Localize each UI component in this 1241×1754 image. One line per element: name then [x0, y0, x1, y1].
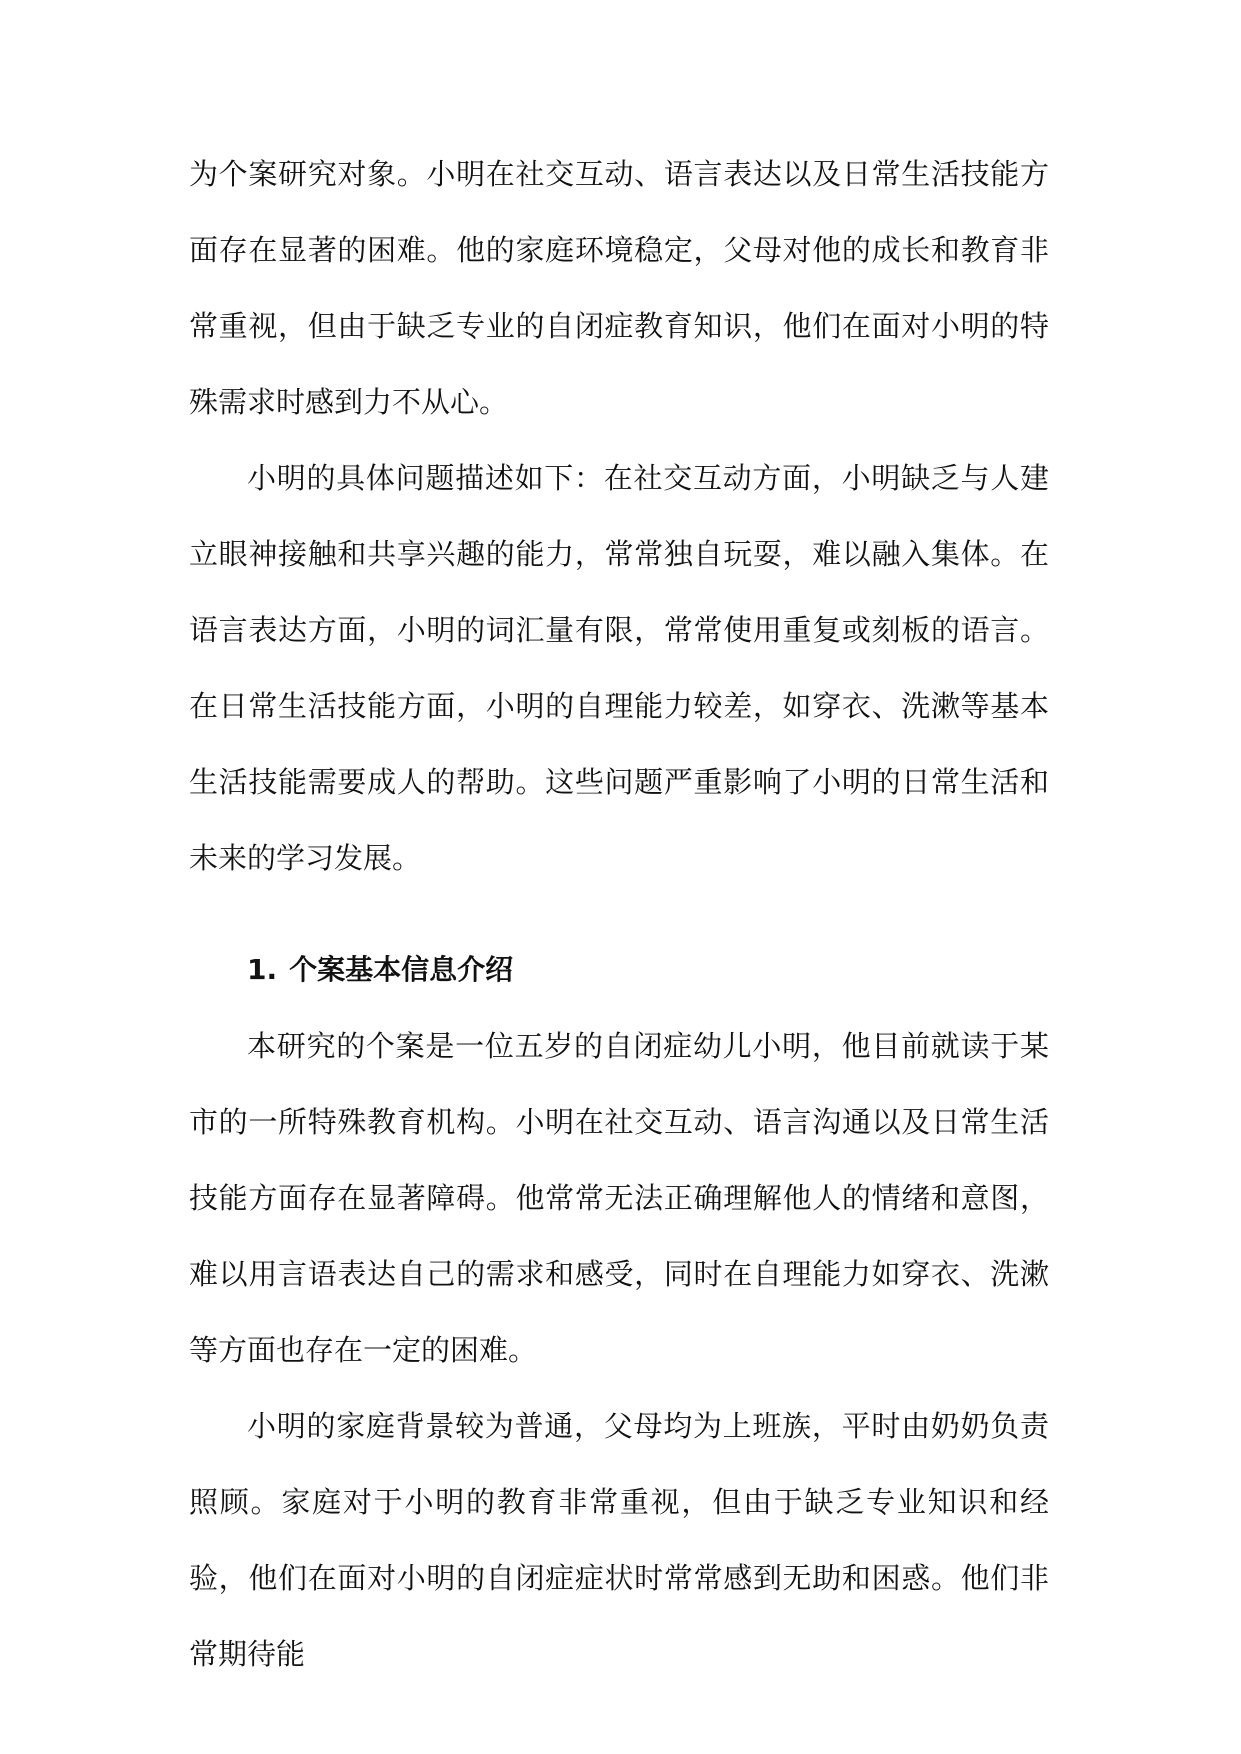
paragraph-case-subject: 为个案研究对象。小明在社交互动、语言表达以及日常生活技能方面存在显著的困难。他的家庭环境稳定，父母对他的成长和教育非常重视，但由于缺乏专业的自闭症教育知识，他们在面对小明的特殊需求时感到力不从心。	[189, 157, 1049, 419]
section-number: 1.	[247, 953, 278, 986]
document-page	[189, 136, 1049, 1692]
paragraph-problem-description: 小明的具体问题描述如下：在社交互动方面，小明缺乏与人建立眼神接触和共享兴趣的能力，常常独自玩耍，难以融入集体。在语言表达方面，小明的词汇量有限，常常使用重复或刻板的语言。在日常生活技能方面，小明的自理能力较差，如穿衣、洗漱等基本生活技能需要成人的帮助。这些问题严重影响了小明的日常生活和未来的学习发展。	[189, 461, 1049, 875]
paragraph-case-basic-info: 本研究的个案是一位五岁的自闭症幼儿小明，他目前就读于某市的一所特殊教育机构。小明在社交互动、语言沟通以及日常生活技能方面存在显著障碍。他常常无法正确理解他人的情绪和意图，难以用言语表达自己的需求和感受，同时在自理能力如穿衣、洗漱等方面也存在一定的困难。	[189, 1029, 1049, 1367]
section-heading	[189, 932, 1049, 1008]
section-title: 个案基本信息介绍	[289, 953, 514, 986]
paragraph-family-background: 小明的家庭背景较为普通，父母均为上班族，平时由奶奶负责照顾。家庭对于小明的教育非常重视，但由于缺乏专业知识和经验，他们在面对小明的自闭症症状时常常感到无助和困惑。他们非常期待能	[189, 1409, 1049, 1671]
